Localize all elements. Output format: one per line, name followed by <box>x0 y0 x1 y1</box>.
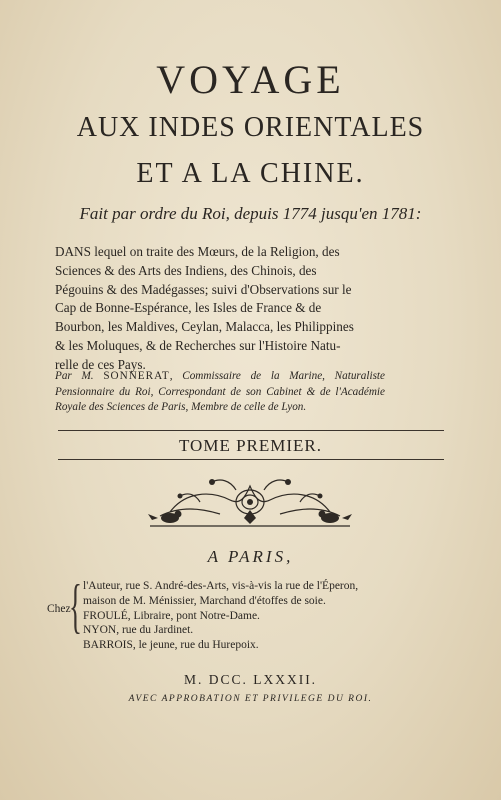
address-line: FROULÉ, Libraire, pont Notre-Dame. <box>83 609 260 622</box>
imprint-place: A PARIS, <box>207 547 294 566</box>
rule-top <box>58 430 444 431</box>
volume-label: TOME PREMIER. <box>178 436 323 455</box>
description-line: & les Moluques, & de Recherches sur l'Histoire Natu- <box>55 337 341 353</box>
imprint-addresses <box>83 579 358 653</box>
description-line: DANS lequel on traite des Mœurs, de la Religion, des <box>55 244 340 259</box>
title-line-1: VOYAGE <box>156 57 345 102</box>
imprint-chez: Chez <box>47 603 71 615</box>
description-line: Bourbon, les Maldives, Ceylan, Malacca, les Philippines <box>55 319 354 335</box>
address-line: NYON, rue du Jardinet. <box>83 624 194 637</box>
title-line-3: ET A LA CHINE. <box>136 158 365 189</box>
brace-glyph: { <box>69 573 82 639</box>
author-name: SONNERAT <box>103 370 170 382</box>
title-line-2: AUX INDES ORIENTALES <box>76 112 425 143</box>
description-paragraph <box>55 243 385 375</box>
privilege-line: AVEC APPROBATION ET PRIVILEGE DU ROI. <box>128 694 373 704</box>
author-statement <box>55 369 385 416</box>
description-line: Sciences & des Arts des Indiens, des Chinois, des <box>55 262 317 278</box>
description-line: Pégouins & des Madégasses; suivi d'Observations sur le <box>55 281 352 297</box>
address-line: l'Auteur, rue S. André-des-Arts, vis-à-vis la rue de l'Éperon, <box>83 580 359 592</box>
author-prefix: Par M. <box>55 370 94 382</box>
description-line: relle de ces Pays. <box>55 356 146 372</box>
commission-line: Fait par ordre du Roi, depuis 1774 jusqu'en 1781: <box>79 204 422 223</box>
publication-date: M. DCC. LXXXII. <box>183 672 318 687</box>
address-line: BARROIS, le jeune, rue du Hurepoix. <box>83 639 259 652</box>
description-line: Cap de Bonne-Espérance, les Isles de France & de <box>55 300 322 316</box>
rule-bottom <box>58 459 444 460</box>
address-line: maison de M. Ménissier, Marchand d'étoffes de soie. <box>83 594 326 607</box>
author-titles: , Commissaire de la Marine, Naturaliste Pensionnaire du Roi, Correspondant de son Cabinet & de l'Académie Royale des Sciences de Paris, Membre de celle de Lyon. <box>55 370 386 413</box>
floral-ornament-icon <box>140 472 360 534</box>
